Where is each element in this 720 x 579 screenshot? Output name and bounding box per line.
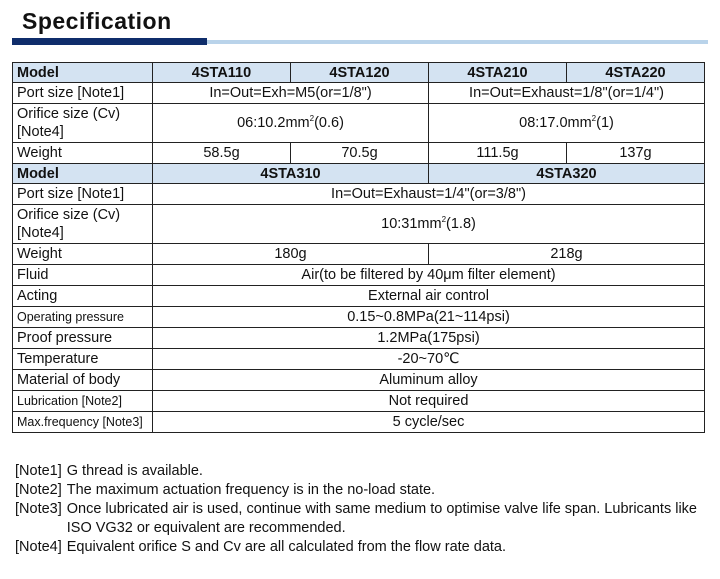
row-label: Fluid bbox=[13, 265, 153, 286]
table-row bbox=[13, 205, 705, 244]
row-label: Weight bbox=[13, 143, 153, 164]
note-item bbox=[15, 462, 715, 481]
table-row bbox=[13, 265, 705, 286]
value-tail: (0.6) bbox=[314, 115, 344, 131]
row-label: Proof pressure bbox=[13, 328, 153, 349]
row-value: -20~70℃ bbox=[153, 349, 705, 370]
title-underline-accent bbox=[12, 38, 207, 45]
table-row bbox=[13, 244, 705, 265]
table-row bbox=[13, 412, 705, 433]
row-label: Lubrication [Note2] bbox=[13, 391, 153, 412]
row-label: Acting bbox=[13, 286, 153, 307]
row-value: In=Out=Exh=M5(or=1/8") bbox=[153, 83, 429, 104]
row-label-line: Orifice size (Cv) bbox=[17, 207, 121, 223]
value-superscript: 2 bbox=[441, 215, 447, 224]
row-value: In=Out=Exhaust=1/4"(or=3/8") bbox=[153, 184, 705, 205]
table-row bbox=[13, 83, 705, 104]
note-tag: [Note1] bbox=[15, 463, 62, 479]
model-cell: 4STA110 bbox=[153, 63, 291, 83]
table-row bbox=[13, 328, 705, 349]
note-text: Equivalent orifice S and Cv are all calculated from the flow rate data. bbox=[66, 539, 507, 555]
model-cell: 4STA120 bbox=[291, 63, 429, 83]
row-label-line: Orifice size (Cv) bbox=[17, 106, 121, 122]
row-value: 0.15~0.8MPa(21~114psi) bbox=[153, 307, 705, 328]
row-value bbox=[153, 205, 705, 244]
row-value: External air control bbox=[153, 286, 705, 307]
note-tag: [Note2] bbox=[15, 482, 62, 498]
model-cell: 4STA320 bbox=[429, 164, 705, 184]
page-title: Specification bbox=[22, 8, 172, 34]
model-cell: 4STA310 bbox=[153, 164, 429, 184]
specification-table bbox=[12, 62, 705, 433]
row-label: Weight bbox=[13, 244, 153, 265]
note-text: Once lubricated air is used, continue with same medium to optimise valve life span. Lubricants like ISO VG32 or equivalent are recommended. bbox=[66, 501, 697, 536]
value-main: 08:17.0mm bbox=[519, 115, 592, 131]
table-row bbox=[13, 391, 705, 412]
table-row bbox=[13, 143, 705, 164]
row-value: In=Out=Exhaust=1/8"(or=1/4") bbox=[429, 83, 705, 104]
table-row bbox=[13, 104, 705, 143]
row-label: Max.frequency [Note3] bbox=[13, 412, 153, 433]
table-row bbox=[13, 307, 705, 328]
notes-list bbox=[15, 462, 715, 557]
note-tag: [Note3] bbox=[15, 501, 62, 517]
value-superscript: 2 bbox=[309, 114, 315, 123]
row-value: 218g bbox=[429, 244, 705, 265]
row-value: 137g bbox=[567, 143, 705, 164]
common-spec-rows bbox=[13, 265, 705, 433]
row-value: 5 cycle/sec bbox=[153, 412, 705, 433]
value-tail: (1.8) bbox=[446, 216, 476, 232]
table-row bbox=[13, 286, 705, 307]
value-tail: (1) bbox=[596, 115, 614, 131]
note-item bbox=[15, 538, 715, 557]
row-value bbox=[429, 104, 705, 143]
title-underline-rule bbox=[207, 40, 708, 44]
model-header-row bbox=[13, 63, 705, 83]
row-value: Air(to be filtered by 40μm filter element) bbox=[153, 265, 705, 286]
row-value: 180g bbox=[153, 244, 429, 265]
model-cell: 4STA210 bbox=[429, 63, 567, 83]
model-cell: 4STA220 bbox=[567, 63, 705, 83]
row-label bbox=[13, 104, 153, 143]
table-row bbox=[13, 349, 705, 370]
table-row bbox=[13, 184, 705, 205]
table-row bbox=[13, 370, 705, 391]
title-underline bbox=[12, 38, 708, 45]
note-item bbox=[15, 500, 715, 538]
row-label: Port size [Note1] bbox=[13, 184, 153, 205]
row-value: 111.5g bbox=[429, 143, 567, 164]
row-value: 1.2MPa(175psi) bbox=[153, 328, 705, 349]
model-header-row bbox=[13, 164, 705, 184]
model-label: Model bbox=[13, 164, 153, 184]
row-value: 70.5g bbox=[291, 143, 429, 164]
note-tag: [Note4] bbox=[15, 539, 62, 555]
row-label: Port size [Note1] bbox=[13, 83, 153, 104]
note-item bbox=[15, 481, 715, 500]
row-label-line: [Note4] bbox=[17, 124, 64, 140]
value-superscript: 2 bbox=[591, 114, 597, 123]
row-value: 58.5g bbox=[153, 143, 291, 164]
note-text: The maximum actuation frequency is in the no-load state. bbox=[66, 482, 436, 498]
value-main: 06:10.2mm bbox=[237, 115, 310, 131]
row-label bbox=[13, 205, 153, 244]
row-value bbox=[153, 104, 429, 143]
row-value: Not required bbox=[153, 391, 705, 412]
row-value: Aluminum alloy bbox=[153, 370, 705, 391]
row-label-line: [Note4] bbox=[17, 225, 64, 241]
row-label: Material of body bbox=[13, 370, 153, 391]
row-label: Temperature bbox=[13, 349, 153, 370]
value-main: 10:31mm bbox=[381, 216, 442, 232]
row-label: Operating pressure bbox=[13, 307, 153, 328]
note-text: G thread is available. bbox=[66, 463, 203, 479]
model-label: Model bbox=[13, 63, 153, 83]
